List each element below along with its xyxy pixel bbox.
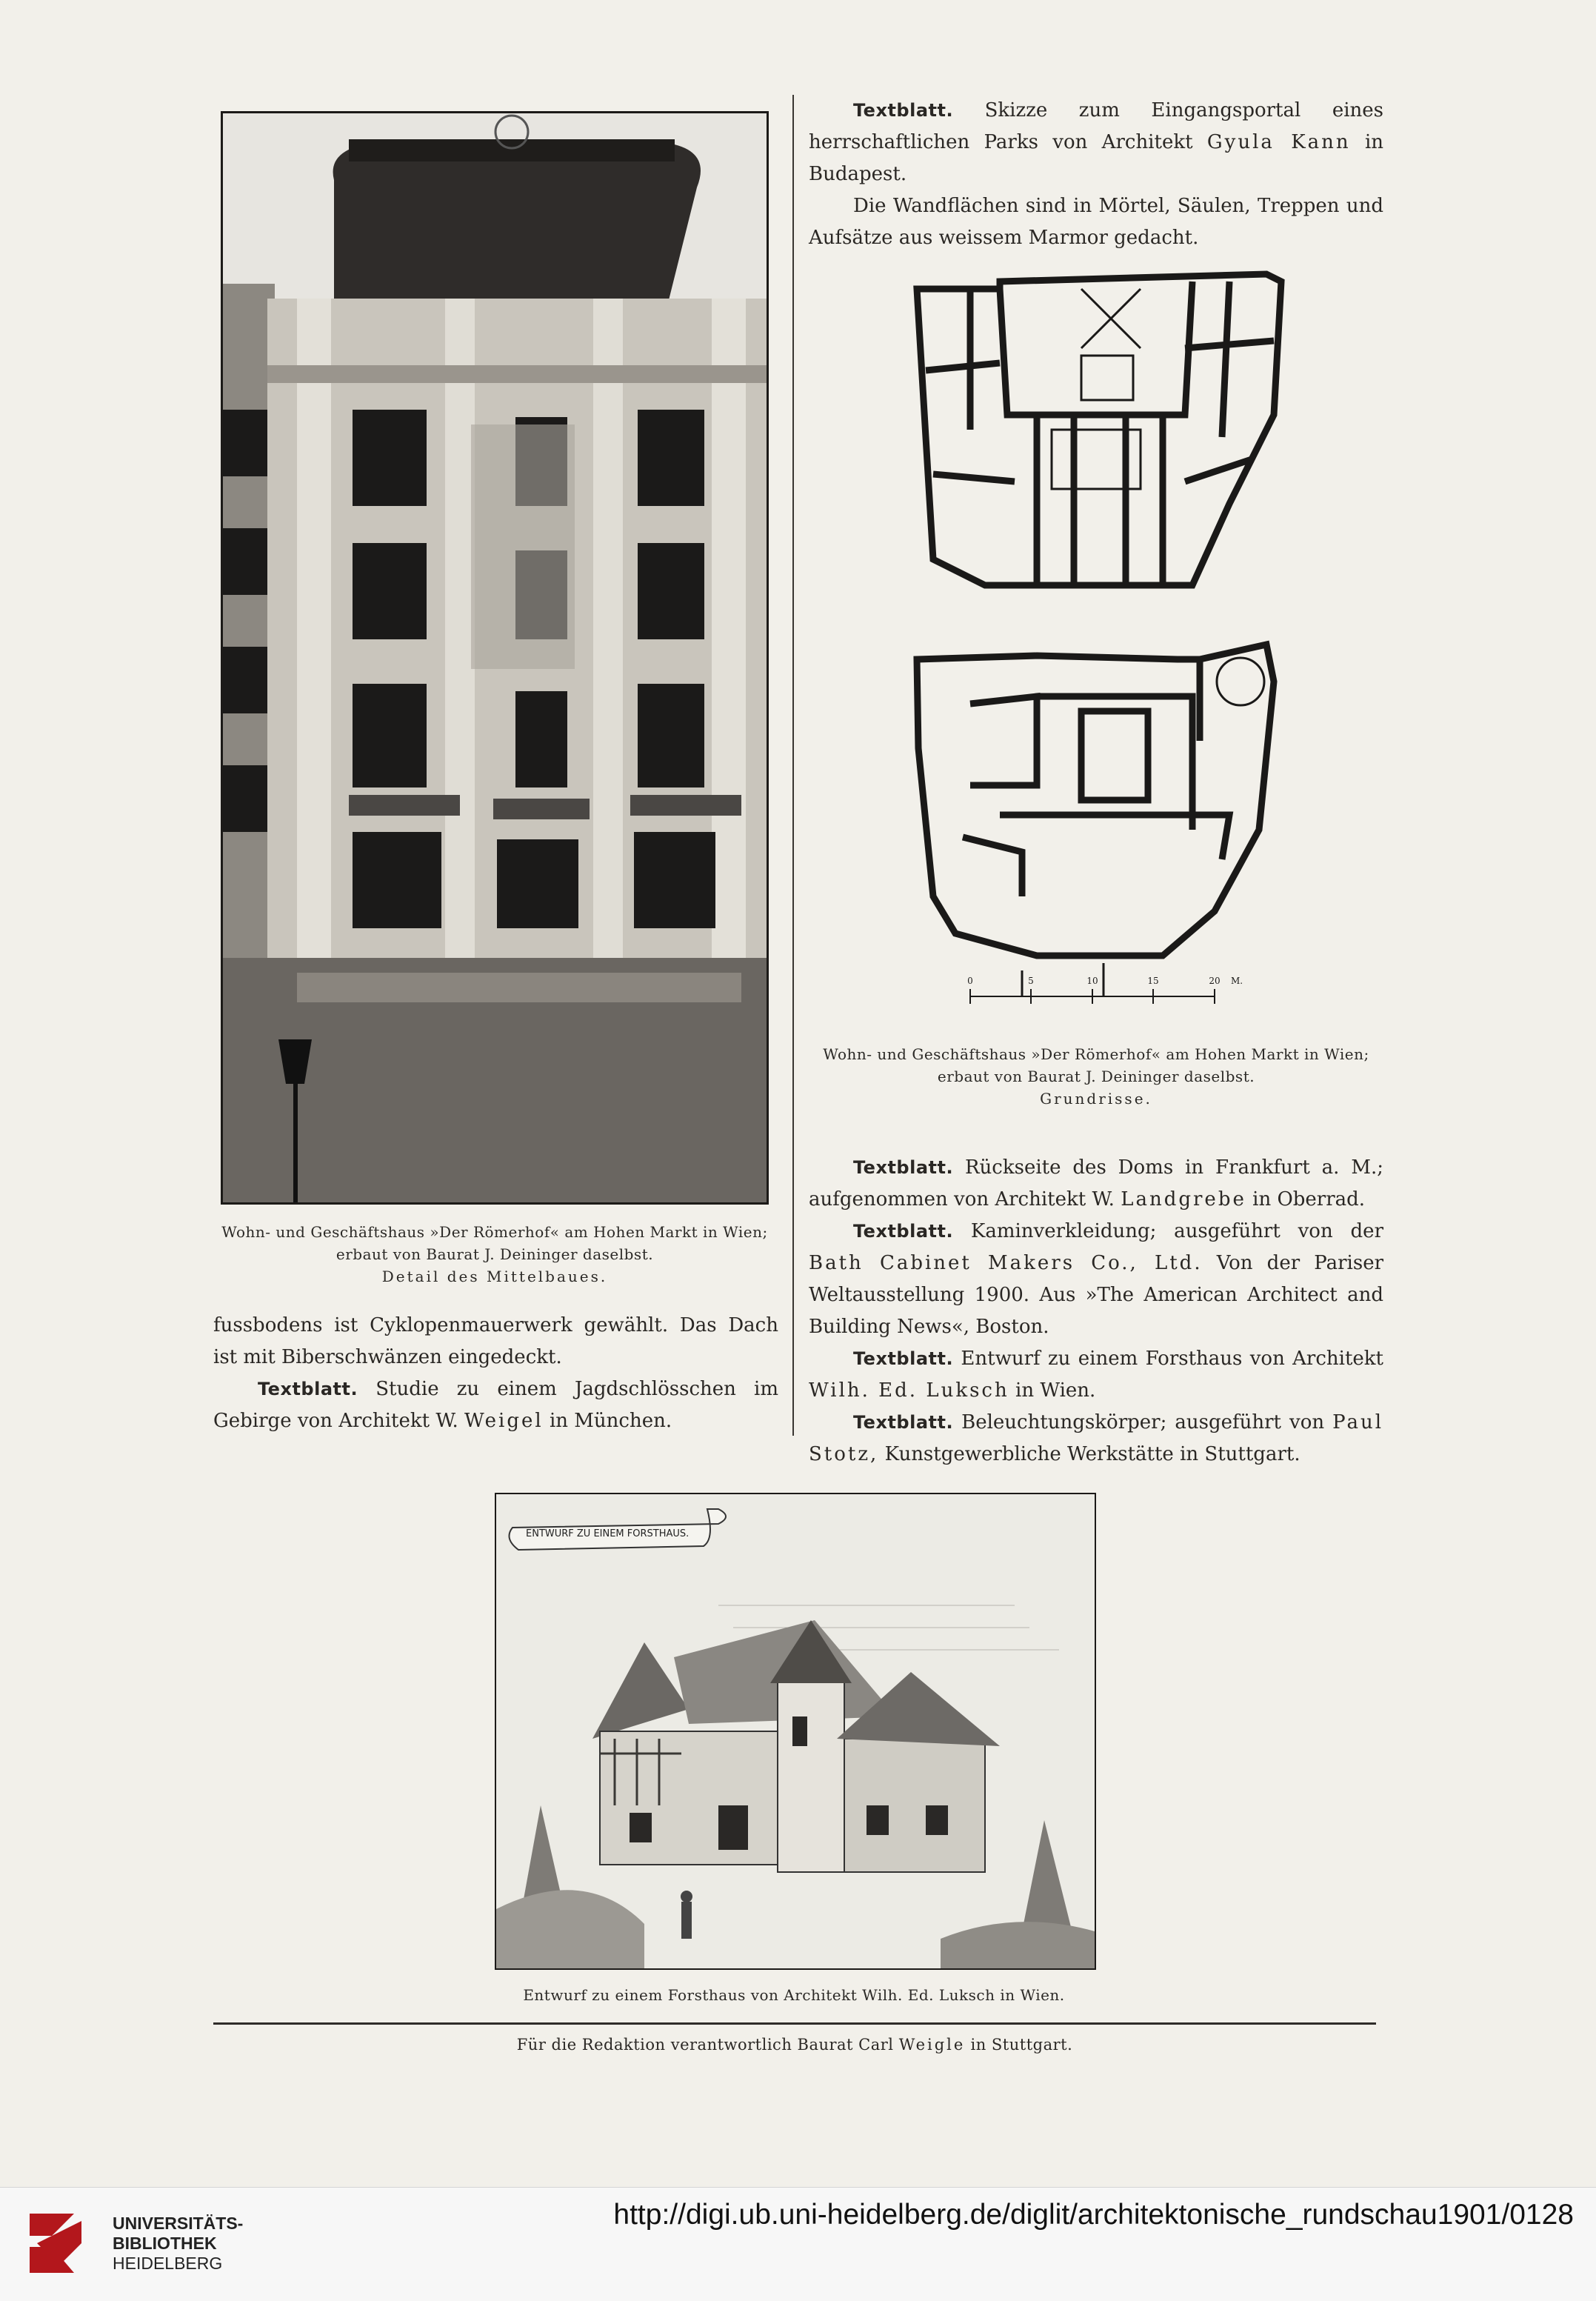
right-text-block-bottom [809,1152,1383,1471]
editor-name: Weigle [898,2036,966,2054]
paragraph-text: Von der Pariser Weltausstellung 1900. Aus »The American Architect and Building News«, Boston. [809,1252,1384,1338]
paragraph-text: Entwurf zu einem Forsthaus von Architekt [961,1348,1384,1370]
library-name[interactable] [113,2214,243,2274]
paragraph [809,1343,1383,1407]
architect-name: Weigel [464,1410,544,1432]
caption-line: erbaut von Baurat J. Deininger daselbst. [937,1068,1255,1085]
paragraph [809,95,1383,190]
paragraph-text: Kunstgewerbliche Werkstätte in Stuttgart. [884,1443,1300,1465]
floor-plans-caption [809,1043,1383,1110]
scale-label: 5 [1028,976,1034,986]
architect-name: Gyula Kann [1206,131,1351,153]
permalink-url[interactable]: http://digi.ub.uni-heidelberg.de/diglit/architektonische_rundschau1901/0128 [613,2199,1574,2231]
paragraph-text: Kaminverkleidung; ausgeführt von der [970,1220,1383,1242]
caption-line: erbaut von Baurat J. Deininger daselbst. [335,1245,654,1263]
scale-label: M. [1230,976,1243,986]
textblatt-label: Textblatt. [853,1348,954,1369]
scale-bar [970,989,1215,1004]
ub-heidelberg-logo-icon[interactable] [22,2206,96,2280]
footer-text: in Stuttgart. [970,2036,1073,2054]
banner-text: ENTWURF ZU EINEM FORSTHAUS. [526,1528,690,1539]
paragraph [213,1373,778,1437]
editor-footer [213,2036,1376,2054]
forsthaus-drawing [495,1493,1096,1970]
footer-text: Für die Redaktion verantwortlich Baurat Carl [516,2036,894,2054]
floor-plans [904,267,1303,1015]
textblatt-label: Textblatt. [853,1412,954,1433]
paragraph-text: Rückseite des Doms in Frankfurt a. M.; aufgenommen von Architekt W. [809,1156,1383,1211]
textblatt-label: Textblatt. [258,1379,358,1399]
architect-name: Landgrebe [1121,1188,1246,1211]
scale-label: 0 [967,976,973,986]
library-name-line: HEIDELBERG [113,2254,223,2273]
paragraph-text: in Wien. [1015,1379,1096,1402]
footer-divider [213,2022,1376,2025]
architect-name: Wilh. Ed. Luksch [809,1379,1009,1402]
caption-line: Grundrisse. [1040,1090,1152,1108]
paragraph [809,1216,1383,1343]
left-text-block [213,1310,778,1437]
company-name: Bath Cabinet Makers Co., Ltd. [809,1252,1203,1274]
library-name-line: BIBLIOTHEK [113,2234,217,2253]
facade-photo-caption [213,1221,776,1288]
paragraph-text: Beleuchtungskörper; ausgeführt von [961,1411,1325,1433]
textblatt-label: Textblatt. [853,1221,954,1242]
paragraph-text: Skizze zum Eingangsportal eines herrschaftlichen Parks von Architekt [809,99,1384,153]
column-divider [792,95,794,1436]
scale-label: 15 [1147,976,1159,986]
paragraph: Die Wandflächen sind in Mörtel, Säulen, Treppen und Aufsätze aus weissem Marmor gedacht. [809,195,1383,249]
paragraph [809,1407,1383,1471]
paragraph-text: in Oberrad. [1252,1188,1366,1211]
paragraph-text: in Budapest. [809,131,1384,185]
scale-label: 20 [1209,976,1221,986]
caption-line: Wohn- und Geschäftshaus »Der Römerhof« am Hohen Markt in Wien; [823,1045,1369,1063]
company-name: Paul Stotz, [809,1411,1384,1465]
paragraph-text: in München. [549,1410,672,1432]
caption-line: Detail des Mittelbaues. [381,1268,608,1285]
paragraph-text: Studie zu einem Jagdschlösschen im Gebirge von Architekt W. [213,1378,779,1432]
forsthaus-caption: Entwurf zu einem Forsthaus von Architekt Wilh. Ed. Luksch in Wien. [523,1986,1065,2004]
caption-line: Wohn- und Geschäftshaus »Der Römerhof« am Hohen Markt in Wien; [221,1223,768,1241]
facade-photo [221,111,769,1205]
scale-label: 10 [1086,976,1098,986]
paragraph [809,1152,1383,1216]
textblatt-label: Textblatt. [853,1157,954,1178]
library-name-line: UNIVERSITÄTS- [113,2214,244,2233]
floor-plan-lower [917,645,1274,956]
textblatt-label: Textblatt. [853,100,954,121]
paragraph: fussbodens ist Cyklopenmauerwerk gewählt. Das Dach ist mit Biberschwänzen eingedeckt. [213,1314,778,1368]
right-text-block-top [809,95,1383,254]
